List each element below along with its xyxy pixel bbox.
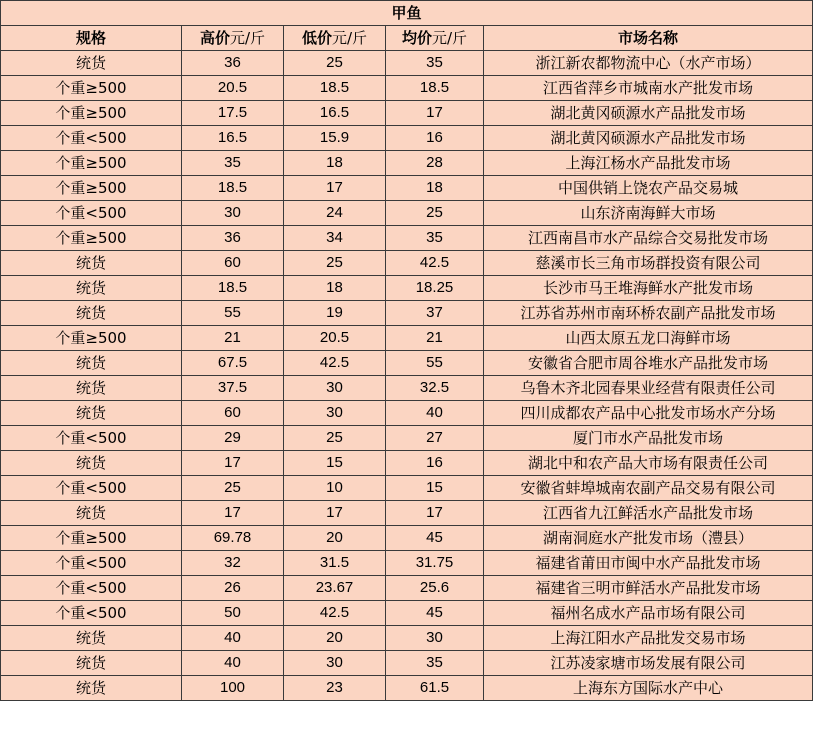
table-row (1, 226, 813, 251)
high-price-cell: 36 (182, 51, 284, 76)
high-price-cell: 35 (182, 151, 284, 176)
low-price-cell: 20.5 (284, 326, 386, 351)
high-price-cell: 40 (182, 651, 284, 676)
table-row (1, 76, 813, 101)
low-price-cell: 42.5 (284, 351, 386, 376)
table-row (1, 151, 813, 176)
spec-cell: 统货 (1, 676, 182, 701)
table-row (1, 401, 813, 426)
spec-cell: 统货 (1, 451, 182, 476)
table-row (1, 676, 813, 701)
market-name-cell: 安徽省蚌埠城南农副产品交易有限公司 (484, 476, 813, 501)
header-row (1, 26, 813, 51)
high-price-cell: 16.5 (182, 126, 284, 151)
high-price-cell: 32 (182, 551, 284, 576)
header-low-unit: 元/斤 (331, 29, 368, 47)
high-price-cell: 60 (182, 251, 284, 276)
avg-price-cell: 17 (386, 101, 484, 126)
table-row (1, 351, 813, 376)
market-name-cell: 江苏省苏州市南环桥农副产品批发市场 (484, 301, 813, 326)
spec-cell: 统货 (1, 401, 182, 426)
avg-price-cell: 21 (386, 326, 484, 351)
market-name-cell: 浙江新农都物流中心（水产市场） (484, 51, 813, 76)
low-price-cell: 18 (284, 276, 386, 301)
market-name-cell: 中国供销上饶农产品交易城 (484, 176, 813, 201)
market-name-cell: 福建省莆田市闽中水产品批发市场 (484, 551, 813, 576)
low-price-cell: 25 (284, 51, 386, 76)
high-price-cell: 60 (182, 401, 284, 426)
spec-cell: 个重<500 (1, 551, 182, 576)
low-price-cell: 23.67 (284, 576, 386, 601)
high-price-cell: 40 (182, 626, 284, 651)
high-price-cell: 36 (182, 226, 284, 251)
high-price-cell: 37.5 (182, 376, 284, 401)
high-price-cell: 25 (182, 476, 284, 501)
low-price-cell: 18.5 (284, 76, 386, 101)
avg-price-cell: 35 (386, 226, 484, 251)
table-row (1, 301, 813, 326)
spec-cell: 统货 (1, 276, 182, 301)
spec-cell: 个重<500 (1, 476, 182, 501)
table-row (1, 276, 813, 301)
market-name-cell: 安徽省合肥市周谷堆水产品批发市场 (484, 351, 813, 376)
low-price-cell: 10 (284, 476, 386, 501)
high-price-cell: 21 (182, 326, 284, 351)
market-name-cell: 上海东方国际水产中心 (484, 676, 813, 701)
avg-price-cell: 18 (386, 176, 484, 201)
avg-price-cell: 40 (386, 401, 484, 426)
avg-price-cell: 45 (386, 601, 484, 626)
low-price-cell: 30 (284, 401, 386, 426)
header-high-unit: 元/斤 (229, 29, 266, 47)
low-price-cell: 19 (284, 301, 386, 326)
table-row (1, 501, 813, 526)
low-price-cell: 42.5 (284, 601, 386, 626)
spec-cell: 统货 (1, 651, 182, 676)
high-price-cell: 20.5 (182, 76, 284, 101)
low-price-cell: 20 (284, 526, 386, 551)
high-price-cell: 17 (182, 501, 284, 526)
spec-cell: 统货 (1, 626, 182, 651)
spec-cell: 个重≥500 (1, 101, 182, 126)
market-name-cell: 慈溪市长三角市场群投资有限公司 (484, 251, 813, 276)
low-price-cell: 25 (284, 251, 386, 276)
market-name-cell: 山东济南海鲜大市场 (484, 201, 813, 226)
table-row (1, 126, 813, 151)
low-price-cell: 15 (284, 451, 386, 476)
spec-cell: 个重<500 (1, 601, 182, 626)
market-name-cell: 湖北黄冈硕源水产品批发市场 (484, 101, 813, 126)
spec-cell: 个重<500 (1, 201, 182, 226)
spec-cell: 个重<500 (1, 126, 182, 151)
low-price-cell: 31.5 (284, 551, 386, 576)
table-row (1, 476, 813, 501)
high-price-cell: 100 (182, 676, 284, 701)
avg-price-cell: 35 (386, 51, 484, 76)
market-name-cell: 福州名成水产品市场有限公司 (484, 601, 813, 626)
market-name-cell: 湖北黄冈硕源水产品批发市场 (484, 126, 813, 151)
high-price-cell: 55 (182, 301, 284, 326)
header-high (182, 26, 284, 51)
high-price-cell: 17 (182, 451, 284, 476)
high-price-cell: 29 (182, 426, 284, 451)
avg-price-cell: 27 (386, 426, 484, 451)
low-price-cell: 18 (284, 151, 386, 176)
low-price-cell: 20 (284, 626, 386, 651)
market-name-cell: 四川成都农产品中心批发市场水产分场 (484, 401, 813, 426)
market-name-cell: 乌鲁木齐北园春果业经营有限责任公司 (484, 376, 813, 401)
table-title: 甲鱼 (1, 1, 813, 26)
spec-cell: 个重≥500 (1, 151, 182, 176)
spec-cell: 个重≥500 (1, 176, 182, 201)
spec-cell: 个重≥500 (1, 526, 182, 551)
low-price-cell: 30 (284, 376, 386, 401)
avg-price-cell: 37 (386, 301, 484, 326)
spec-cell: 统货 (1, 51, 182, 76)
spec-cell: 统货 (1, 501, 182, 526)
avg-price-cell: 25 (386, 201, 484, 226)
market-name-cell: 江西南昌市水产品综合交易批发市场 (484, 226, 813, 251)
high-price-cell: 50 (182, 601, 284, 626)
table-row (1, 51, 813, 76)
market-name-cell: 湖南洞庭水产批发市场（澧县） (484, 526, 813, 551)
avg-price-cell: 28 (386, 151, 484, 176)
low-price-cell: 17 (284, 176, 386, 201)
high-price-cell: 67.5 (182, 351, 284, 376)
high-price-cell: 18.5 (182, 276, 284, 301)
avg-price-cell: 30 (386, 626, 484, 651)
low-price-cell: 23 (284, 676, 386, 701)
avg-price-cell: 55 (386, 351, 484, 376)
table-row (1, 176, 813, 201)
table-row (1, 201, 813, 226)
low-price-cell: 34 (284, 226, 386, 251)
avg-price-cell: 31.75 (386, 551, 484, 576)
avg-price-cell: 16 (386, 451, 484, 476)
spec-cell: 个重<500 (1, 576, 182, 601)
avg-price-cell: 45 (386, 526, 484, 551)
spec-cell: 个重≥500 (1, 326, 182, 351)
low-price-cell: 17 (284, 501, 386, 526)
avg-price-cell: 18.5 (386, 76, 484, 101)
low-price-cell: 25 (284, 426, 386, 451)
avg-price-cell: 42.5 (386, 251, 484, 276)
high-price-cell: 69.78 (182, 526, 284, 551)
header-avg (386, 26, 484, 51)
market-name-cell: 湖北中和农产品大市场有限责任公司 (484, 451, 813, 476)
low-price-cell: 16.5 (284, 101, 386, 126)
avg-price-cell: 15 (386, 476, 484, 501)
table-row (1, 451, 813, 476)
market-name-cell: 长沙市马王堆海鲜水产批发市场 (484, 276, 813, 301)
spec-cell: 个重≥500 (1, 76, 182, 101)
spec-cell: 个重<500 (1, 426, 182, 451)
table-row (1, 651, 813, 676)
low-price-cell: 15.9 (284, 126, 386, 151)
table-row (1, 251, 813, 276)
table-row (1, 551, 813, 576)
table-row (1, 626, 813, 651)
market-name-cell: 上海江杨水产品批发市场 (484, 151, 813, 176)
spec-cell: 统货 (1, 251, 182, 276)
market-name-cell: 江苏凌家塘市场发展有限公司 (484, 651, 813, 676)
avg-price-cell: 16 (386, 126, 484, 151)
market-name-cell: 福建省三明市鲜活水产品批发市场 (484, 576, 813, 601)
table-row (1, 101, 813, 126)
high-price-cell: 18.5 (182, 176, 284, 201)
header-market: 市场名称 (484, 26, 813, 51)
avg-price-cell: 35 (386, 651, 484, 676)
avg-price-cell: 25.6 (386, 576, 484, 601)
title-row (1, 1, 813, 26)
header-avg-unit: 元/斤 (431, 29, 468, 47)
high-price-cell: 30 (182, 201, 284, 226)
avg-price-cell: 32.5 (386, 376, 484, 401)
market-name-cell: 上海江阳水产品批发交易市场 (484, 626, 813, 651)
avg-price-cell: 17 (386, 501, 484, 526)
header-low (284, 26, 386, 51)
market-name-cell: 厦门市水产品批发市场 (484, 426, 813, 451)
table-row (1, 601, 813, 626)
table-row (1, 426, 813, 451)
high-price-cell: 17.5 (182, 101, 284, 126)
avg-price-cell: 61.5 (386, 676, 484, 701)
spec-cell: 统货 (1, 351, 182, 376)
header-high-label: 高价 (199, 29, 230, 47)
header-spec: 规格 (1, 26, 182, 51)
header-avg-label: 均价 (401, 29, 432, 47)
spec-cell: 统货 (1, 376, 182, 401)
high-price-cell: 26 (182, 576, 284, 601)
low-price-cell: 30 (284, 651, 386, 676)
table-row (1, 376, 813, 401)
market-name-cell: 江西省九江鲜活水产品批发市场 (484, 501, 813, 526)
market-name-cell: 山西太原五龙口海鲜市场 (484, 326, 813, 351)
table-row (1, 576, 813, 601)
table-row (1, 326, 813, 351)
header-low-label: 低价 (301, 29, 332, 47)
avg-price-cell: 18.25 (386, 276, 484, 301)
spec-cell: 统货 (1, 301, 182, 326)
market-name-cell: 江西省萍乡市城南水产批发市场 (484, 76, 813, 101)
table-row (1, 526, 813, 551)
spec-cell: 个重≥500 (1, 226, 182, 251)
table-body (1, 51, 813, 701)
low-price-cell: 24 (284, 201, 386, 226)
